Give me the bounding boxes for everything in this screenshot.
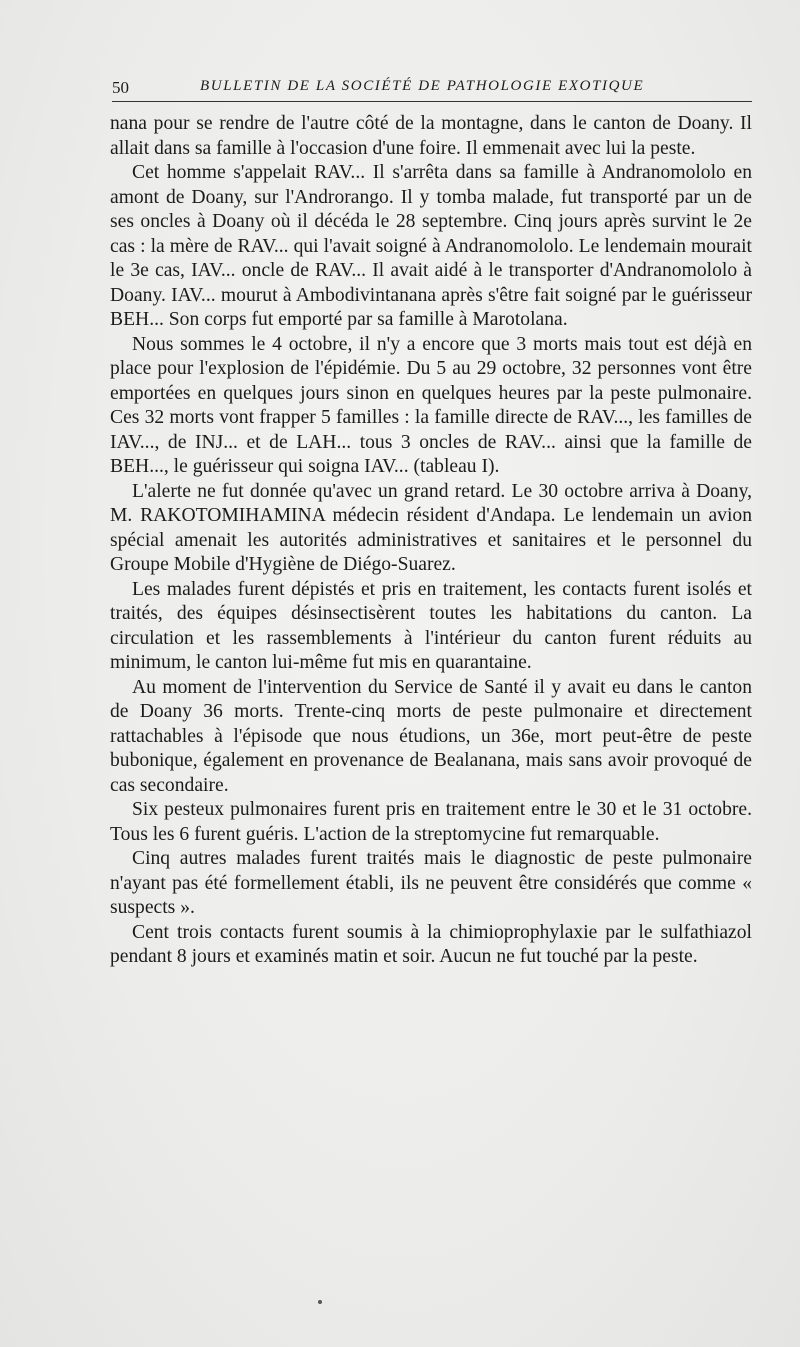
paragraph-6: Au moment de l'intervention du Service de Santé il y avait eu dans le canton de Doany 36 morts. Trente-cinq morts de peste pulmonaire et directement rattachables à l'épisode que nous étudions, un 36e, mort peut-être de peste bubonique, également en provenance de Bealanana, mais sans avoir provoqué de cas secondaire. [110, 676, 752, 796]
body-text [110, 112, 752, 970]
paragraph-2: Cet homme s'appelait RAV... Il s'arrêta dans sa famille à Andranomololo en amont de Doany, sur l'Androrango. Il y tomba malade, fut transporté par un de ses oncles à Doany où il décéda le 28 septembre. Cinq jours après survint le 2e cas : la mère de RAV... qui l'avait soigné à Andranomololo. Le lendemain mourait le 3e cas, IAV... oncle de RAV... Il avait aidé à le transporter d'Andranomololo à Doany. IAV... mourut à Ambodivintanana après s'être fait soigné par le guérisseur BEH... Son corps fut emporté par sa famille à Marotolana. [110, 162, 752, 330]
page-number: 50 [112, 78, 129, 97]
page-header [112, 74, 752, 100]
paragraph-7: Six pesteux pulmonaires furent pris en traitement entre le 30 et le 31 octobre. Tous les 6 furent guéris. L'action de la streptomycine fut remarquable. [110, 799, 752, 845]
header-rule [112, 101, 752, 102]
paragraph-1: nana pour se rendre de l'autre côté de la montagne, dans le canton de Doany. Il allait dans sa famille à l'occasion d'une foire. Il emmenait avec lui la peste. [110, 113, 752, 159]
paragraph-5: Les malades furent dépistés et pris en traitement, les contacts furent isolés et traités, des équipes désinsectisèrent toutes les habitations du canton. La circulation et les rassemblements à l'intérieur du canton furent réduits au minimum, le canton lui-même fut mis en quarantaine. [110, 578, 752, 673]
paragraph-8: Cinq autres malades furent traités mais le diagnostic de peste pulmonaire n'ayant pas été formellement établi, ils ne peuvent être considérés que comme « suspects ». [110, 848, 752, 918]
paragraph-3: Nous sommes le 4 octobre, il n'y a encore que 3 morts mais tout est déjà en place pour l'explosion de l'épidémie. Du 5 au 29 octobre, 32 personnes vont être emportées en quelques jours sinon en quelques heures par la peste pulmonaire. Ces 32 morts vont frapper 5 familles : la famille directe de RAV..., les familles de IAV..., de INJ... et de LAH... tous 3 oncles de RAV... ainsi que la famille de BEH..., le guérisseur qui soigna IAV... (tableau I). [110, 333, 752, 477]
paragraph-4: L'alerte ne fut donnée qu'avec un grand retard. Le 30 octobre arriva à Doany, M. RAKOTOMIHAMINA médecin résident d'Andapa. Le lendemain un avion spécial amenait les autorités administratives et sanitaires et le personnel du Groupe Mobile d'Hygiène de Diégo-Suarez. [110, 480, 752, 575]
running-title: BULLETIN DE LA SOCIÉTÉ DE PATHOLOGIE EXOTIQUE [200, 78, 645, 94]
ink-speck [318, 1300, 322, 1304]
paragraph-9: Cent trois contacts furent soumis à la chimioprophylaxie par le sulfathiazol pendant 8 jours et examinés matin et soir. Aucun ne fut touché par la peste. [110, 921, 752, 967]
